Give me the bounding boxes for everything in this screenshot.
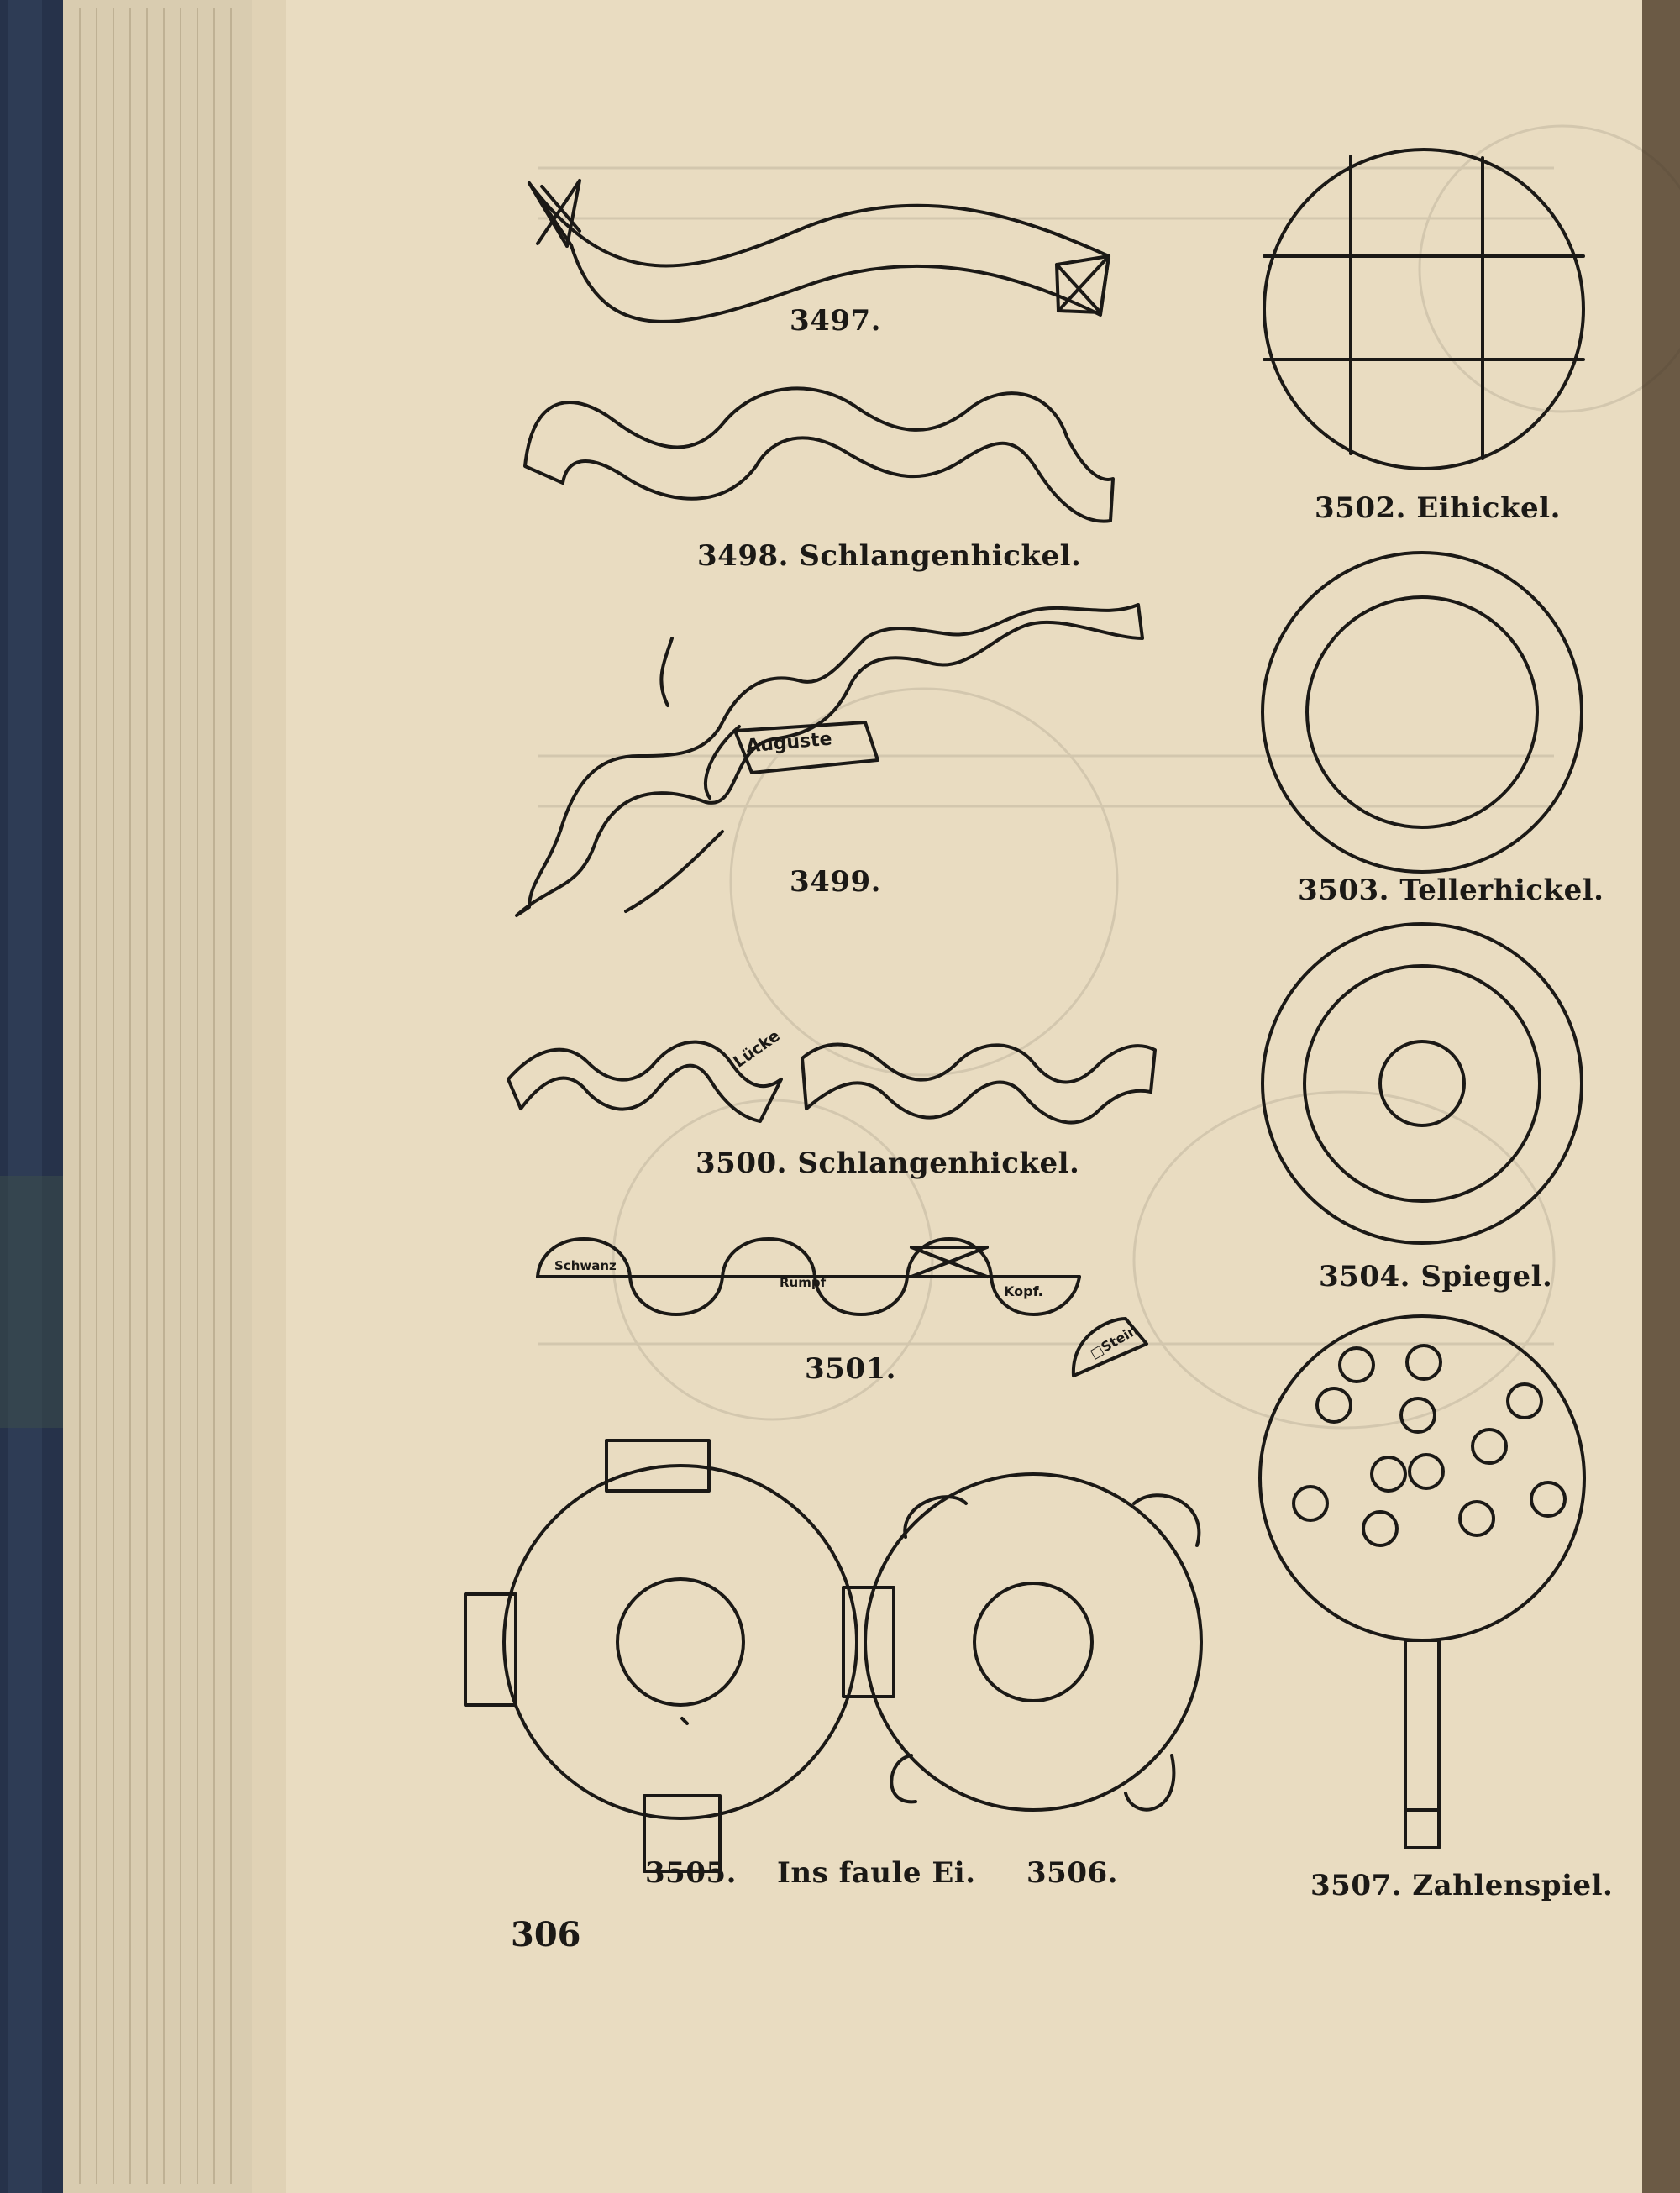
figure-number: 3501.	[805, 1352, 896, 1386]
figure-title: Tellerhickel.	[1399, 874, 1604, 907]
figure-number: 3498.	[697, 539, 789, 573]
figure-3504-caption	[1319, 1260, 1552, 1293]
figure-3497-caption	[790, 304, 881, 338]
figure-number: 3500.	[696, 1146, 787, 1180]
figure-number: 3502.	[1315, 491, 1406, 525]
rumpf-label: Rumpf	[780, 1275, 827, 1290]
figure-3505-caption	[645, 1856, 737, 1890]
figure-3501-caption	[805, 1352, 896, 1386]
figure-title: Schlangenhickel.	[799, 539, 1082, 573]
page-number: 306	[511, 1915, 581, 1954]
figure-title: Zahlenspiel.	[1412, 1869, 1614, 1902]
figure-title: Spiegel.	[1420, 1260, 1553, 1293]
figure-number: 3505.	[645, 1856, 737, 1890]
figure-3506-caption	[1026, 1856, 1118, 1890]
figure-number: 3507.	[1310, 1869, 1402, 1902]
page-edges	[63, 0, 256, 2193]
figure-title: Schlangenhickel.	[797, 1146, 1080, 1180]
figure-3498-caption	[697, 539, 1081, 573]
figure-number: 3506.	[1026, 1856, 1118, 1890]
figure-number: 3499.	[790, 865, 881, 899]
auguste-label: Auguste	[745, 728, 833, 758]
figure-3499-caption	[790, 865, 881, 899]
figure-title: Eihickel.	[1416, 491, 1561, 525]
figure-number: 3504.	[1319, 1260, 1410, 1293]
schwanz-label: Schwanz	[554, 1258, 617, 1273]
figure-3507-caption	[1310, 1869, 1613, 1902]
kopf-label: Kopf.	[1004, 1283, 1043, 1299]
stein-label: □Stein	[1087, 1321, 1141, 1362]
figure-number: 3503.	[1298, 874, 1389, 907]
figure-3502-caption	[1315, 491, 1561, 525]
figure-3503-caption	[1298, 874, 1604, 907]
figure-3500-caption	[696, 1146, 1079, 1180]
stein-label-text: Stein	[1098, 1321, 1141, 1356]
luecke-label: Lücke	[730, 1026, 784, 1072]
figure-3505-title: Ins faule Ei.	[777, 1856, 976, 1890]
figure-number: 3497.	[790, 304, 881, 338]
cover-edge	[1642, 0, 1680, 2193]
